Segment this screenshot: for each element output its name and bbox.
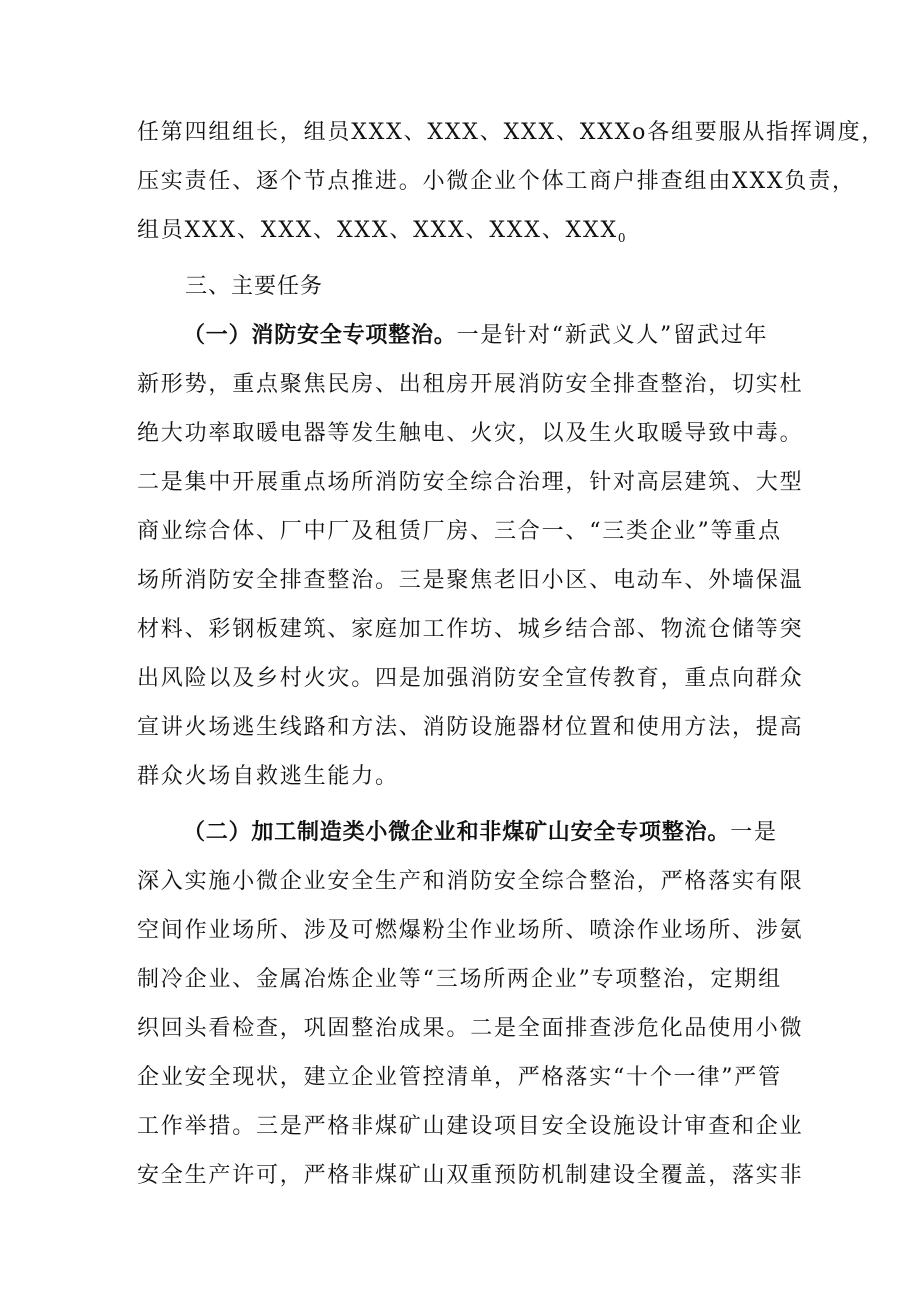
text-line: 安全生产许可，严格非煤矿山双重预防机制建设全覆盖，落实非 — [137, 1163, 804, 1188]
text-line: 深入实施小微企业安全生产和消防安全综合整治，严格落实有限 — [137, 869, 804, 894]
spacer — [137, 255, 797, 262]
text-line: 制冷企业、金属冶炼企业等“三场所两企业”专项整治，定期组 — [137, 967, 782, 992]
section-heading: 三、主要任务 — [185, 274, 324, 299]
paragraph-title: （一）消防安全专项整治。 — [183, 323, 457, 348]
text-line: 新形势，重点聚焦民房、出租房开展消防安全排查整治，切实杜 — [137, 372, 804, 397]
text-line: 出风险以及乡村火灾。四是加强消防安全宣传教育，重点向群众 — [137, 666, 804, 691]
text-line: 商业综合体、厂中厂及租赁厂房、三合一、“三类企业”等重点 — [137, 519, 782, 544]
text-line: 压实责任、逐个节点推进。小微企业个体工商户排查组由XXX负责， — [137, 169, 856, 194]
paragraph-title: （二）加工制造类小微企业和非煤矿山安全专项整治。 — [183, 820, 731, 845]
text-line: 企业安全现状，建立企业管控清单，严格落实“十个一律”严管 — [137, 1065, 782, 1090]
text-line: 工作举措。三是严格非煤矿山建设项目安全设施设计审查和企业 — [137, 1114, 804, 1139]
text-line-content: 组员XXX、XXX、XXX、XXX、XXX、XXX — [137, 218, 618, 243]
paragraph-text: 一是针对“新武义人”留武过年 — [456, 323, 769, 348]
text-line: 材料、彩钢板建筑、家庭加工作坊、城乡结合部、物流仓储等突 — [137, 617, 804, 642]
paragraph-text: 一是 — [730, 820, 778, 845]
text-line: 场所消防安全排查整治。三是聚焦老旧小区、电动车、外墙保温 — [137, 568, 804, 593]
spacer — [137, 801, 797, 808]
text-line: 宣讲火场逃生线路和方法、消防设施器材位置和使用方法，提高 — [137, 715, 804, 740]
paragraph-first-line — [137, 808, 797, 857]
text-line: 群众火场自救逃生能力。 — [137, 764, 399, 789]
text-line: 织回头看检查，巩固整治成果。二是全面排查涉危化品使用小微 — [137, 1016, 804, 1041]
text-line: 任第四组组长，组员XXX、XXX、XXX、XXXo各组要服从指挥调度， — [137, 120, 886, 145]
text-line: 二是集中开展重点场所消防安全综合治理，针对高层建筑、大型 — [137, 470, 804, 495]
paragraph-first-line — [137, 311, 797, 360]
document-body — [137, 108, 886, 1200]
text-line: 空间作业场所、涉及可燃爆粉尘作业场所、喷涂作业场所、涉氨 — [137, 918, 804, 943]
subscript-mark: 0 — [617, 231, 628, 245]
text-line: 绝大功率取暖电器等发生触电、火灾，以及生火取暖导致中毒。 — [137, 421, 804, 446]
text-line — [137, 206, 797, 255]
